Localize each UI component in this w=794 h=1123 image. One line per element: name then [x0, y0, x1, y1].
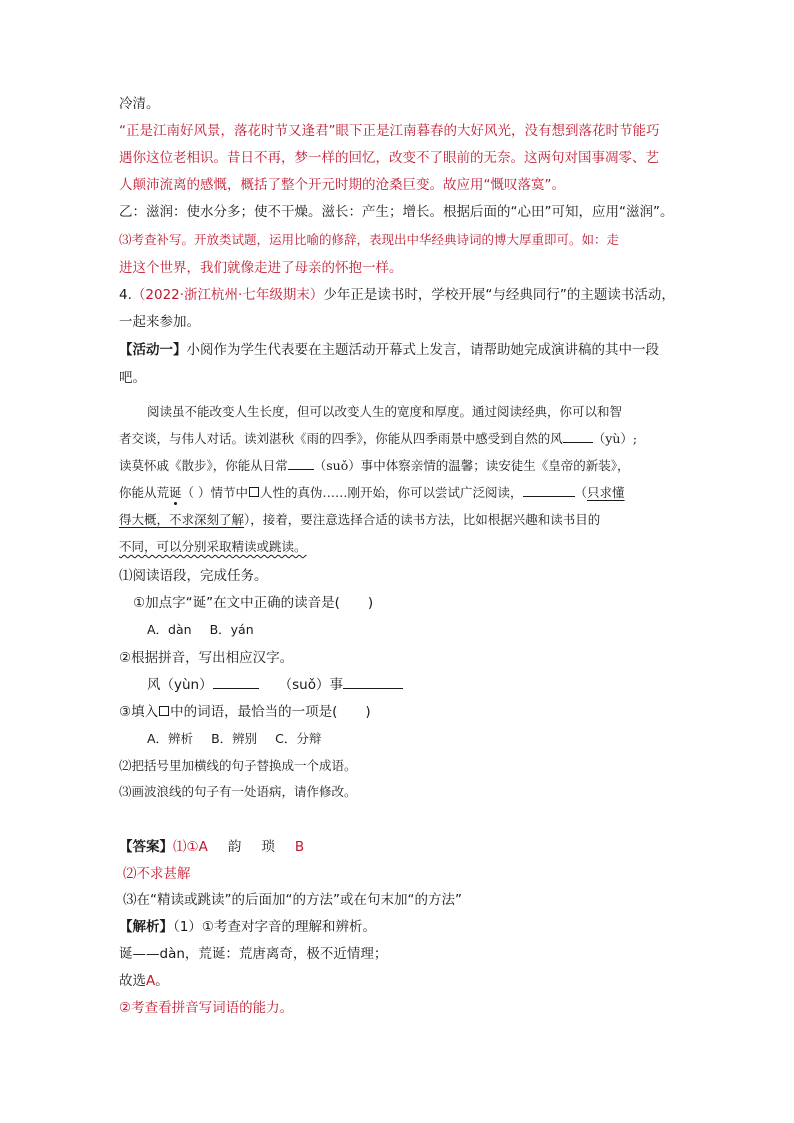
answer-box[interactable]	[249, 487, 259, 497]
passage-line	[119, 433, 637, 446]
answer-word: 琐	[261, 839, 275, 855]
question-number: 4.	[119, 287, 132, 303]
passage-line	[119, 514, 600, 527]
passage-line	[119, 487, 625, 500]
underlined-sentence: 只求懂	[587, 485, 625, 500]
answer-line	[119, 841, 304, 855]
pinyin-hint: （yù）;	[592, 431, 638, 446]
passage-line	[119, 460, 630, 473]
explain-line	[119, 921, 376, 935]
explain-choice: A	[146, 973, 156, 989]
option-c[interactable]: C．分辩	[275, 731, 322, 746]
explain-text: （1）①考查对字音的理解和辨析。	[173, 919, 376, 935]
task-q1-text: ①加点字“诞”在文中正确的读音是(	[133, 595, 340, 611]
task-1-heading: ⑴阅读语段，完成任务。	[119, 568, 268, 584]
answer-word: 韵	[227, 839, 242, 855]
pinyin-prompt: 风（yùn）	[147, 677, 213, 693]
activity-text-cont: 吧。	[119, 370, 146, 386]
explain-label: 【解析】	[119, 919, 173, 935]
fill-blank[interactable]	[563, 442, 593, 443]
analysis-line: 进这个世界，我们就像走进了母亲的怀抱一样。	[119, 260, 403, 276]
answer-choice: B	[294, 839, 305, 855]
paren: （	[574, 485, 588, 500]
task-q1	[133, 597, 373, 611]
task-q3	[119, 706, 371, 720]
passage-text: 读莫怀戚《散步》，你能从日常	[119, 458, 288, 473]
task-2: ⑵把括号里加横线的句子替换成一个成语。	[119, 758, 357, 773]
answer-a1: ⑴①A	[173, 839, 208, 855]
analysis-yi-line: 乙：滋润：使水分多；使不干燥。滋长：产生；增长。根据后面的“心田”可知，应用“滋润”。	[119, 204, 674, 220]
question-intro-cont: 一起来参加。	[119, 314, 200, 330]
task-q1-options	[147, 624, 272, 637]
activity-label: 【活动一】	[119, 342, 187, 358]
option-a[interactable]: A．辨析	[147, 731, 194, 746]
pinyin-prompt: （suǒ）事	[278, 677, 343, 693]
question-source: （2022·浙江杭州·七年级期末）	[131, 287, 324, 303]
answer-a3: ⑶在“精读或跳读”的后面加“的方法”或在句末加“的方法”	[123, 892, 462, 908]
activity-one-line	[119, 344, 659, 358]
answer-a2: ⑵不求甚解	[123, 866, 191, 882]
fill-blank[interactable]	[213, 688, 259, 689]
paren: )	[367, 595, 374, 611]
underlined-sentence: 得大概，不求深刻了解	[119, 512, 245, 527]
task-q3-text: ③填入	[119, 704, 159, 720]
explain-line: 诞——dàn，荒诞：荒唐离奇，极不近情理；	[119, 946, 388, 962]
emphasized-char: 诞	[169, 485, 182, 500]
fill-blank[interactable]	[343, 688, 403, 689]
wavy-underlined-sentence: 不同，可以分别采取精读或跳读。	[119, 539, 307, 554]
activity-text: 小阅作为学生代表要在主题活动开幕式上发言，请帮助她完成演讲稿的其中一段	[186, 342, 659, 358]
explain-text: 故选	[119, 973, 146, 989]
passage-text: 人性的真伪……刚开始，你可以尝试广泛阅读，	[260, 485, 523, 500]
explain-text: 。	[155, 973, 169, 989]
explain-line: ②考查看拼音写词语的能力。	[119, 1000, 294, 1016]
passage-text: ），接着，要注意选择合适的读书方法，比如根据兴趣和读书目的	[244, 512, 601, 527]
option-b[interactable]: B．辨别	[211, 731, 258, 746]
explain-line	[119, 975, 169, 989]
passage-line	[119, 541, 307, 554]
paren: )	[365, 704, 371, 720]
task-q2: ②根据拼音，写出相应汉字。	[119, 650, 294, 666]
task-q2-blanks	[147, 679, 403, 693]
passage-text: （ ）情节中	[181, 485, 249, 500]
passage-text: 你能从荒	[119, 485, 170, 500]
option-b[interactable]: B．yán	[209, 622, 254, 637]
passage-text: 者交谈，与伟人对话。读刘湛秋《雨的四季》，你能从四季雨景中感受到自然的风	[119, 431, 563, 446]
analysis-line: “正是江南好风景，落花时节又逢君”眼下正是江南暮春的大好风光，没有想到落花时节能巧	[119, 123, 660, 139]
previous-answer-tail: 冷清。	[119, 96, 160, 112]
fill-blank[interactable]	[288, 469, 314, 470]
answer-label: 【答案】	[119, 839, 173, 855]
question-4-intro	[119, 289, 675, 303]
pinyin-hint: （suǒ）	[313, 458, 361, 473]
answer-box	[159, 706, 169, 716]
question-intro: 少年正是读书时，学校开展“与经典同行”的主题读书活动，	[323, 287, 675, 303]
analysis-line: 遇你这位老相识。昔日不再，梦一样的回忆，改变不了眼前的无奈。这两句对国事凋零、艺	[119, 150, 659, 166]
task-q3-options	[147, 733, 339, 746]
analysis-line: 人颠沛流离的感慨，概括了整个开元时期的沧桑巨变。故应用“慨叹落寞”。	[119, 177, 565, 193]
analysis-line: ⑶考查补写。开放类试题，运用比喻的修辞，表现出中华经典诗词的博大厚重即可。如：走	[119, 232, 620, 247]
passage-line: 阅读虽不能改变人生长度，但可以改变人生的宽度和厚度。通过阅读经典，你可以和智	[147, 404, 623, 419]
task-3: ⑶画波浪线的句子有一处语病，请作修改。	[119, 784, 357, 799]
option-a[interactable]: A．dàn	[147, 622, 192, 637]
task-q3-text: 中的词语，最恰当的一项是(	[170, 704, 338, 720]
passage-text: 事中体察亲情的温馨；读安徒生《皇帝的新装》，	[360, 458, 630, 473]
fill-blank[interactable]	[523, 496, 575, 497]
